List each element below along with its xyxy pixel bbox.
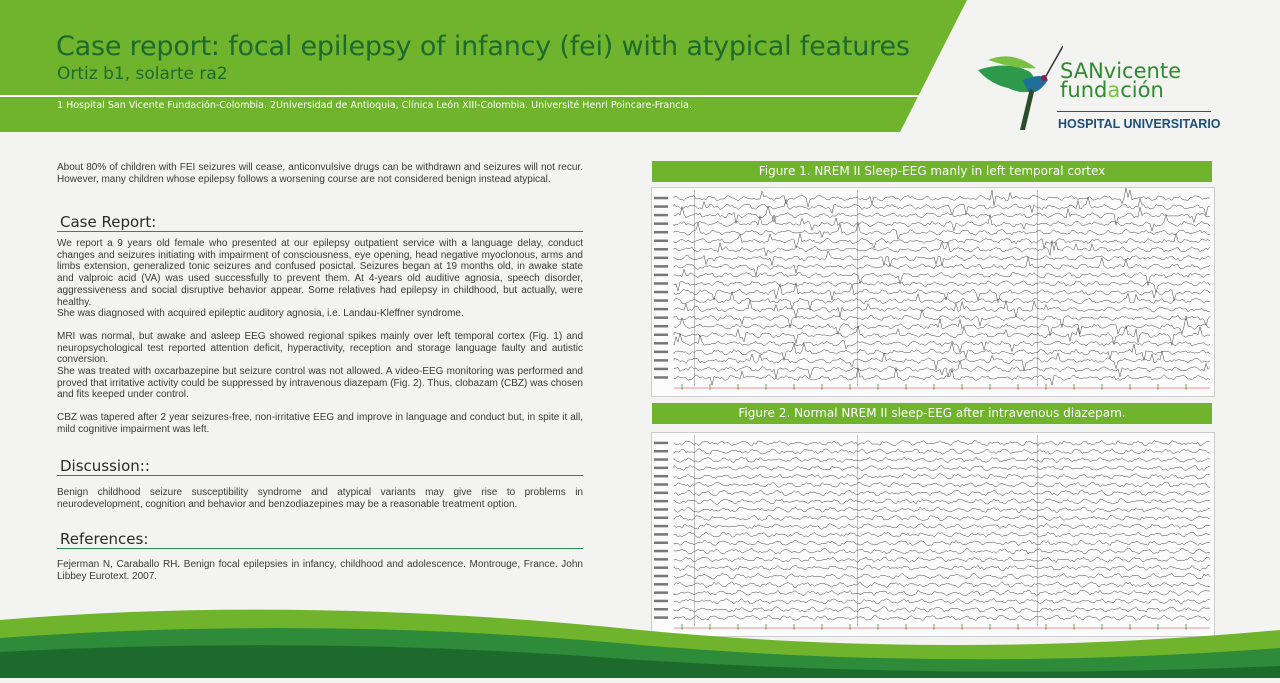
eeg-channel-trace (674, 292, 1210, 310)
eeg-channel-trace (674, 557, 1210, 563)
eeg-channel-label (654, 325, 668, 328)
eeg-channel-trace (674, 548, 1210, 554)
intro-paragraph: About 80% of children with FEI seizures will cease, anticonvulsive drugs can be withdrawn and seizures will not recur. However, many children whose epilepsy follows a worsening course are not considered benign instead atypical. (57, 162, 583, 185)
eeg-channel-trace (674, 222, 1210, 239)
references-rule (57, 548, 583, 549)
eeg-channel-label (654, 282, 668, 285)
eeg-channel-trace (674, 582, 1210, 588)
eeg-channel-label (654, 334, 668, 337)
eeg-channel-label (654, 359, 668, 362)
logo-a: a (1107, 78, 1121, 102)
eeg-channel-label (654, 257, 668, 260)
eeg-channel-label (654, 291, 668, 294)
eeg-channel-label (654, 483, 668, 486)
eeg-channel-trace (674, 482, 1210, 488)
eeg-channel-label (654, 240, 668, 243)
case-report-rule (57, 231, 583, 232)
poster-affiliations: 1 Hospital San Vicente Fundación-Colombia. 2Universidad de Antioquia, Clínica León XIII-Colombia. Université Henri Poincare-Francia. (57, 100, 692, 111)
eeg-channel-label (654, 274, 668, 277)
eeg-channel-trace (674, 309, 1210, 328)
case-report-p1: We report a 9 years old female who presented at our epilepsy outpatient service with a language delay, conduct changes and seizures initiating with impairment of consciousness, eye opening, head negative myoclonous, arms and limbs extension, generalized tonic seizures and confused posictal. Seizures began at 19 months old, in awake state and valproic acid (VA) was used successfully to prevent them. At 4-years old auditive agnosia, speech disorder, aggressiveness and social disruptive behavior appear. Some relatives had epilepsy in childhood, but actually, were healthy. (57, 238, 583, 308)
logo-vicente: vicente (1103, 59, 1181, 83)
eeg-channel-label (654, 492, 668, 495)
case-report-body (57, 238, 583, 436)
eeg-channel-label (654, 248, 668, 251)
logo-divider (1057, 111, 1211, 112)
case-report-p4: She was treated with oxcarbazepine but seizure control was not allowed. A video-EEG monitoring was performed and proved that irritative activity could be suppressed by intravenous diazepam (Fig. 2). Thus, clobazam (CBZ) was chosen and fits keeped under control. (57, 366, 583, 401)
eeg-channel-trace (674, 490, 1210, 496)
eeg-channel-trace (674, 532, 1210, 537)
eeg-channel-label (654, 316, 668, 319)
eeg-channel-trace (674, 351, 1210, 371)
eeg-channel-label (654, 308, 668, 311)
eeg-channel-label (654, 342, 668, 345)
eeg-channel-trace (674, 540, 1210, 546)
eeg-channel-label (654, 458, 668, 461)
figure-1-caption: Figure 1. NREM II Sleep-EEG manly in left temporal cortex (652, 161, 1212, 182)
eeg-channel-trace (674, 206, 1210, 225)
eeg-channel-trace (674, 474, 1210, 480)
eeg-channel-label (654, 508, 668, 511)
eeg-channel-label (654, 500, 668, 503)
eeg-channel-label (654, 550, 668, 553)
eeg-channel-label (654, 442, 668, 445)
eeg-channel-trace (674, 565, 1210, 571)
eeg-channel-trace (674, 300, 1210, 318)
eeg-channel-label (654, 376, 668, 379)
eeg-channel-label (654, 575, 668, 578)
references-heading: References: (60, 530, 149, 548)
eeg-channel-label (654, 558, 668, 561)
logo-cion: ción (1120, 78, 1164, 102)
eeg-channel-label (654, 214, 668, 217)
footer-wave (0, 590, 1280, 678)
logo-wordmark (1060, 59, 1181, 102)
discussion-heading: Discussion:: (60, 457, 150, 475)
eeg-channel-trace (674, 440, 1210, 446)
case-report-p5: CBZ was tapered after 2 year seizures-free, non-irritative EEG and improve in language and conduct but, in spite it all, mild cognitive impairment was left. (57, 412, 583, 435)
eeg-channel-label (654, 265, 668, 268)
eeg-channel-label (654, 351, 668, 354)
poster-title: Case report: focal epilepsy of infancy (fei) with atypical features (56, 31, 910, 62)
references-body: Fejerman N, Caraballo RH. Benign focal epilepsies in infancy, childhood and adolescence. Montrouge, France. John Libbey Eurotext. 2007. (57, 559, 583, 582)
eeg-channel-trace (674, 465, 1210, 471)
eeg-channel-trace (674, 507, 1210, 513)
eeg-channel-trace (674, 241, 1210, 257)
eeg-channel-trace (674, 214, 1210, 231)
eeg-channel-label (654, 299, 668, 302)
case-report-heading: Case Report: (60, 213, 157, 231)
figure-1-eeg-image (651, 187, 1215, 397)
eeg-channel-trace (674, 281, 1210, 293)
eeg-channel-trace (674, 515, 1210, 521)
case-report-p2: She was diagnosed with acquired epileptic auditory agnosia, i.e. Landau-Kleffner syndrome. (57, 308, 464, 320)
eeg-channel-label (654, 566, 668, 569)
eeg-channel-label (654, 517, 668, 520)
logo-hospital-label: HOSPITAL UNIVERSITARIO (1058, 117, 1221, 131)
eeg-channel-label (654, 450, 668, 453)
eeg-channel-trace (674, 449, 1210, 455)
eeg-channel-trace (674, 269, 1210, 286)
eeg-channel-label (654, 475, 668, 478)
discussion-body: Benign childhood seizure susceptibility syndrome and atypical variants may give rise to problems in neurodevelopment, cognition and behavior and benzodiazepines may be a reasonable treatment option. (57, 487, 583, 510)
eeg-channel-label (654, 525, 668, 528)
case-report-p3: MRI was normal, but awake and asleep EEG showed regional spikes mainly over left temporal cortex (Fig. 1) and neuropsychological test reported attention deficit, hyperactivity, reception and storage language faulty and autistic conversion. (57, 330, 583, 366)
eeg-channel-trace (674, 188, 1210, 207)
eeg-channel-label (654, 541, 668, 544)
discussion-rule (57, 475, 583, 476)
eeg-channel-label (654, 231, 668, 234)
eeg-channel-label (654, 197, 668, 200)
eeg-channel-label (654, 205, 668, 208)
logo-san: SAN (1060, 59, 1104, 83)
eeg-channel-label (654, 222, 668, 225)
eeg-channel-label (654, 583, 668, 586)
logo-fund: fund (1060, 78, 1108, 102)
eeg-channel-label (654, 467, 668, 470)
figure-2-caption: Figure 2. Normal NREM II sleep-EEG after intravenous diazepam. (652, 403, 1212, 424)
eeg-channel-trace (674, 499, 1210, 505)
eeg-channel-trace (674, 573, 1210, 579)
eeg-channel-label (654, 533, 668, 536)
poster-authors: Ortiz b1, solarte ra2 (57, 64, 228, 84)
eeg-channel-trace (674, 197, 1210, 216)
eeg-channel-trace (674, 524, 1210, 530)
eeg-channel-trace (674, 361, 1210, 378)
eeg-channel-label (654, 368, 668, 371)
eeg-channel-trace (674, 251, 1210, 267)
eeg-channel-trace (674, 457, 1210, 463)
eeg-channel-trace (674, 342, 1210, 360)
